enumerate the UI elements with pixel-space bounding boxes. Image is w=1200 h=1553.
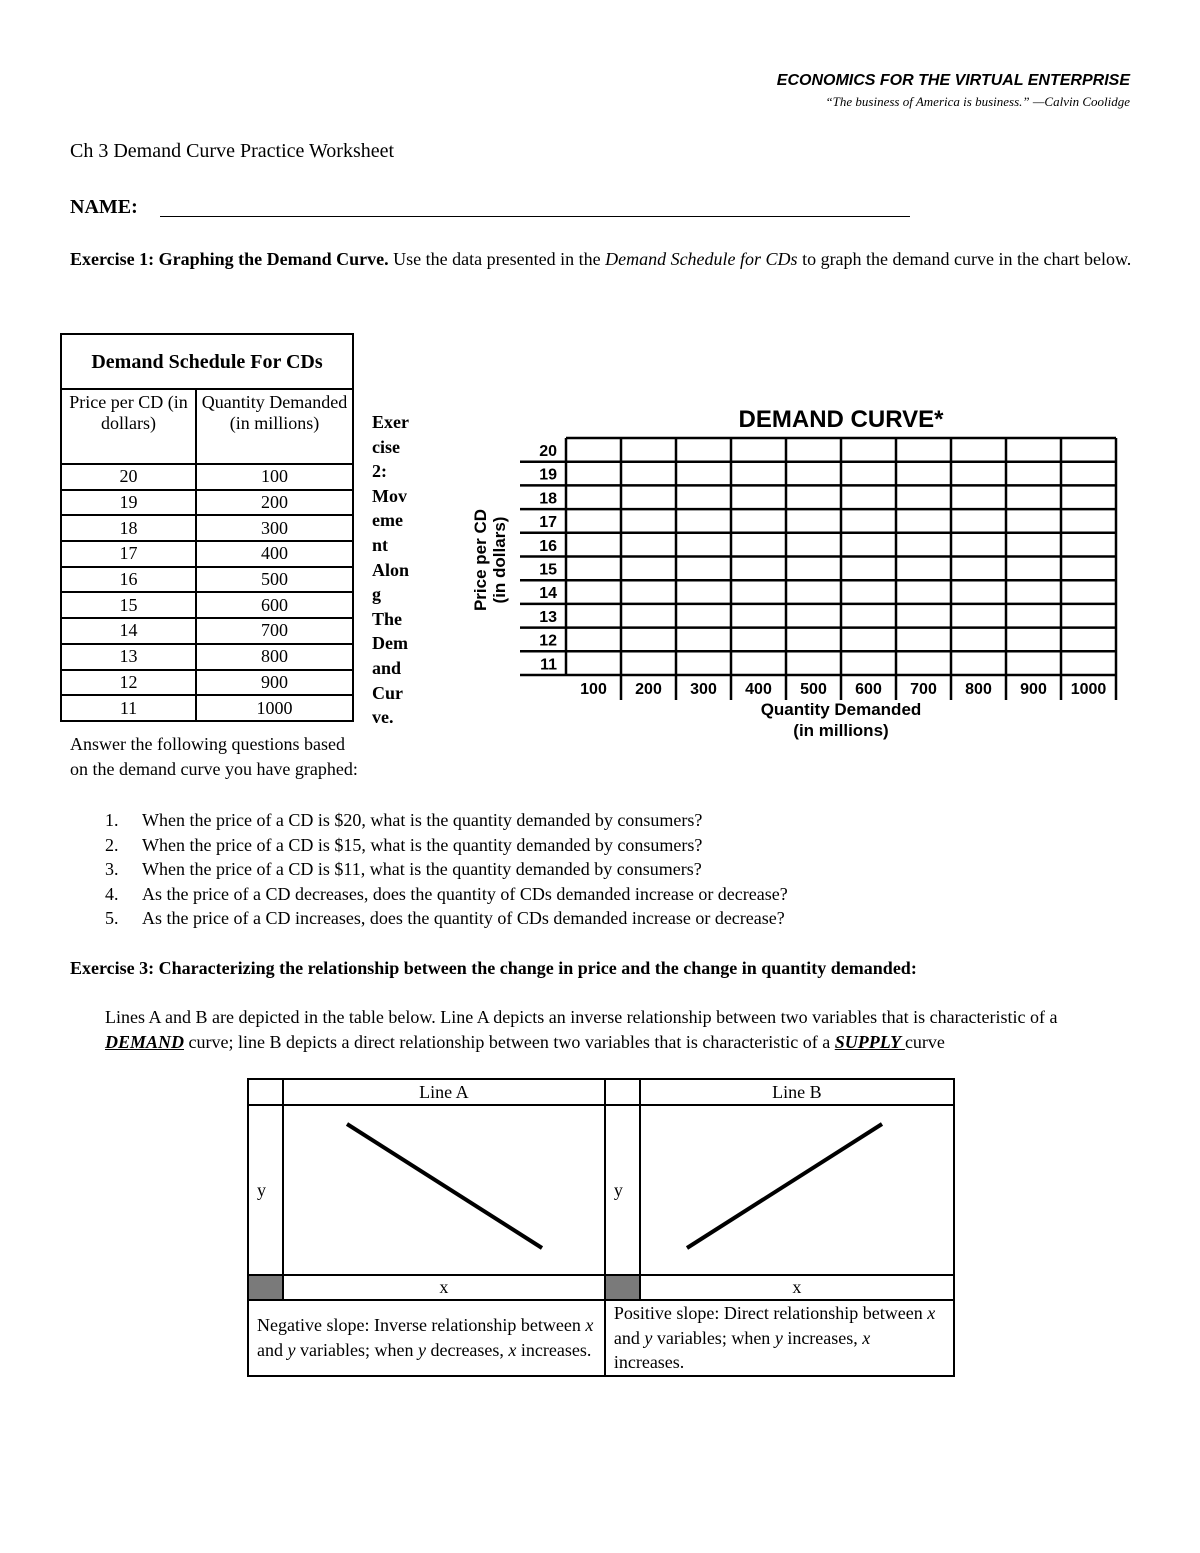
exercise2-fragment: Alon — [372, 559, 410, 580]
col-header-quantity: Quantity Demanded (in millions) — [196, 389, 353, 464]
x-tick-label: 100 — [580, 681, 607, 698]
quantity-cell: 400 — [196, 541, 353, 567]
x-tick-label: 700 — [910, 681, 937, 698]
quantity-cell: 1000 — [196, 695, 353, 721]
exercise2-fragment: cise — [372, 436, 400, 457]
table-row — [61, 515, 353, 541]
x-tick-label: 900 — [1020, 681, 1047, 698]
y-tick-label: 18 — [539, 490, 557, 508]
line-b-positive-slope — [687, 1124, 882, 1248]
price-cell: 11 — [61, 695, 196, 721]
demand-schedule-table — [60, 333, 354, 722]
text: Answer the following questions based — [70, 734, 345, 754]
chart-title: DEMAND CURVE* — [738, 406, 944, 433]
x-tick-label: 200 — [635, 681, 662, 698]
text: curve — [904, 1032, 945, 1052]
y-tick-label: 12 — [539, 632, 557, 650]
exercise2-fragment: 2: — [372, 461, 387, 482]
y-axis-label-a: y — [248, 1105, 283, 1275]
exercise2-fragment: nt — [372, 534, 389, 555]
y-tick-label: 16 — [539, 537, 557, 555]
question-text: When the price of a CD is $20, what is the quantity demanded by consumers? — [142, 810, 703, 830]
line-b-description: Positive slope: Direct relationship between x and y variables; when y increases, x increases. — [605, 1300, 954, 1376]
table-row — [61, 464, 353, 490]
price-cell: 13 — [61, 644, 196, 670]
header-quote: “The business of America is business.” —Calvin Coolidge — [825, 94, 1130, 109]
quantity-cell: 300 — [196, 515, 353, 541]
table-row — [61, 670, 353, 696]
quantity-cell: 600 — [196, 592, 353, 618]
y-tick-label: 13 — [539, 608, 557, 626]
price-cell: 16 — [61, 567, 196, 593]
x-tick-label: 500 — [800, 681, 827, 698]
question-number: 4. — [105, 883, 119, 904]
table-row — [61, 695, 353, 721]
question-list — [105, 808, 788, 931]
y-tick-label: 19 — [539, 466, 557, 484]
text: Lines A and B are depicted in the table below. Line A depicts an inverse relationship between two variables that is characteristic of a — [105, 1007, 1058, 1027]
exercise2-fragment: Dem — [372, 633, 408, 654]
x-axis-label-b: x — [640, 1275, 954, 1300]
question-number: 1. — [105, 810, 119, 830]
quantity-cell: 700 — [196, 618, 353, 644]
supply-emphasis: SUPPLY — [834, 1032, 905, 1052]
name-field[interactable] — [160, 216, 910, 217]
exercise1-text — [70, 247, 1135, 272]
exercise3-heading: Exercise 3: Characterizing the relationship between the change in price and the change in quantity demanded: — [70, 958, 917, 978]
table-row — [61, 567, 353, 593]
question-number: 3. — [105, 859, 119, 880]
price-cell: 17 — [61, 541, 196, 567]
y-label-units: (in dollars) — [490, 516, 509, 604]
table-row — [61, 490, 353, 516]
blank-cell — [248, 1079, 283, 1105]
x-axis-label — [566, 699, 1116, 741]
table-row — [61, 592, 353, 618]
schedule-title: Demand Schedule For CDs — [61, 334, 353, 389]
text: curve; line B depicts a direct relationship between two variables that is characteristic of a — [184, 1032, 835, 1052]
question-text: When the price of a CD is $15, what is the quantity demanded by consumers? — [142, 834, 703, 855]
question-number: 2. — [105, 834, 119, 855]
x-tick-label: 600 — [855, 681, 882, 698]
shaded-cell — [248, 1275, 283, 1300]
y-label: Price per CD — [471, 508, 490, 612]
exercise2-fragment: Cur — [372, 682, 403, 703]
line-a-description: Negative slope: Inverse relationship between x and y variables; when y decreases, x increases. — [248, 1300, 605, 1376]
text: on the demand curve you have graphed: — [70, 759, 358, 779]
question-item — [105, 882, 788, 907]
x-tick-label: 300 — [690, 681, 717, 698]
demand-emphasis: DEMAND — [105, 1032, 185, 1052]
text: Demand Schedule for CDs — [605, 249, 798, 269]
question-item — [105, 857, 788, 882]
exercise2-fragment: Mov — [372, 485, 407, 506]
exercise2-heading — [372, 410, 422, 730]
table-row — [61, 618, 353, 644]
exercise2-fragment: g — [372, 584, 381, 605]
line-a-title: Line A — [283, 1079, 605, 1105]
y-tick-label: 20 — [539, 443, 557, 460]
y-axis-label — [471, 460, 509, 660]
exercise2-fragment: ve. — [372, 707, 394, 728]
line-b-title: Line B — [640, 1079, 954, 1105]
price-cell: 14 — [61, 618, 196, 644]
question-number: 5. — [105, 908, 119, 929]
quantity-cell: 100 — [196, 464, 353, 490]
answer-intro — [70, 732, 358, 782]
price-cell: 12 — [61, 670, 196, 696]
line-b-plot — [640, 1105, 954, 1275]
text: Use the data presented in the — [388, 249, 606, 269]
name-label: NAME: — [70, 196, 138, 218]
price-cell: 15 — [61, 592, 196, 618]
quantity-cell: 900 — [196, 670, 353, 696]
blank-cell — [605, 1079, 640, 1105]
quantity-cell: 500 — [196, 567, 353, 593]
exercise3-text — [105, 1005, 1135, 1055]
x-label: Quantity Demanded — [760, 700, 922, 719]
quantity-cell: 800 — [196, 644, 353, 670]
col-header-price: Price per CD (in dollars) — [61, 389, 196, 464]
question-item — [105, 906, 788, 931]
x-axis-label-a: x — [283, 1275, 605, 1300]
exercise2-fragment: The — [372, 608, 403, 629]
y-tick-label: 11 — [540, 656, 557, 674]
text: to graph the demand curve in the chart below. — [797, 249, 1132, 269]
y-tick-label: 15 — [539, 561, 557, 579]
lines-table — [247, 1078, 955, 1377]
x-tick-label: 800 — [965, 681, 992, 698]
price-cell: 20 — [61, 464, 196, 490]
demand-chart-grid[interactable] — [515, 430, 1125, 705]
shaded-cell — [605, 1275, 640, 1300]
exercise2-fragment: eme — [372, 510, 403, 531]
exercise1-heading: Exercise 1: Graphing the Demand Curve. — [70, 249, 389, 269]
y-tick-label: 14 — [539, 585, 557, 603]
line-a-negative-slope — [347, 1124, 542, 1248]
price-cell: 18 — [61, 515, 196, 541]
x-tick-label: 1000 — [1070, 681, 1107, 698]
exercise2-fragment: and — [372, 657, 402, 678]
price-cell: 19 — [61, 490, 196, 516]
question-text: As the price of a CD increases, does the quantity of CDs demanded increase or decrease? — [142, 908, 785, 929]
line-a-plot — [283, 1105, 605, 1275]
table-row — [61, 541, 353, 567]
question-text: As the price of a CD decreases, does the quantity of CDs demanded increase or decrease? — [142, 883, 788, 904]
question-text: When the price of a CD is $11, what is the quantity demanded by consumers? — [142, 859, 702, 880]
x-tick-label: 400 — [745, 681, 772, 698]
x-label-units: (in millions) — [793, 721, 889, 740]
question-item — [105, 808, 788, 833]
y-tick-label: 17 — [539, 514, 557, 532]
y-axis-label-b: y — [605, 1105, 640, 1275]
question-item — [105, 833, 788, 858]
quantity-cell: 200 — [196, 490, 353, 516]
brand-header: ECONOMICS FOR THE VIRTUAL ENTERPRISE — [776, 72, 1130, 89]
page-title: Ch 3 Demand Curve Practice Worksheet — [70, 140, 395, 162]
exercise2-fragment: Exer — [372, 412, 409, 432]
table-row — [61, 644, 353, 670]
